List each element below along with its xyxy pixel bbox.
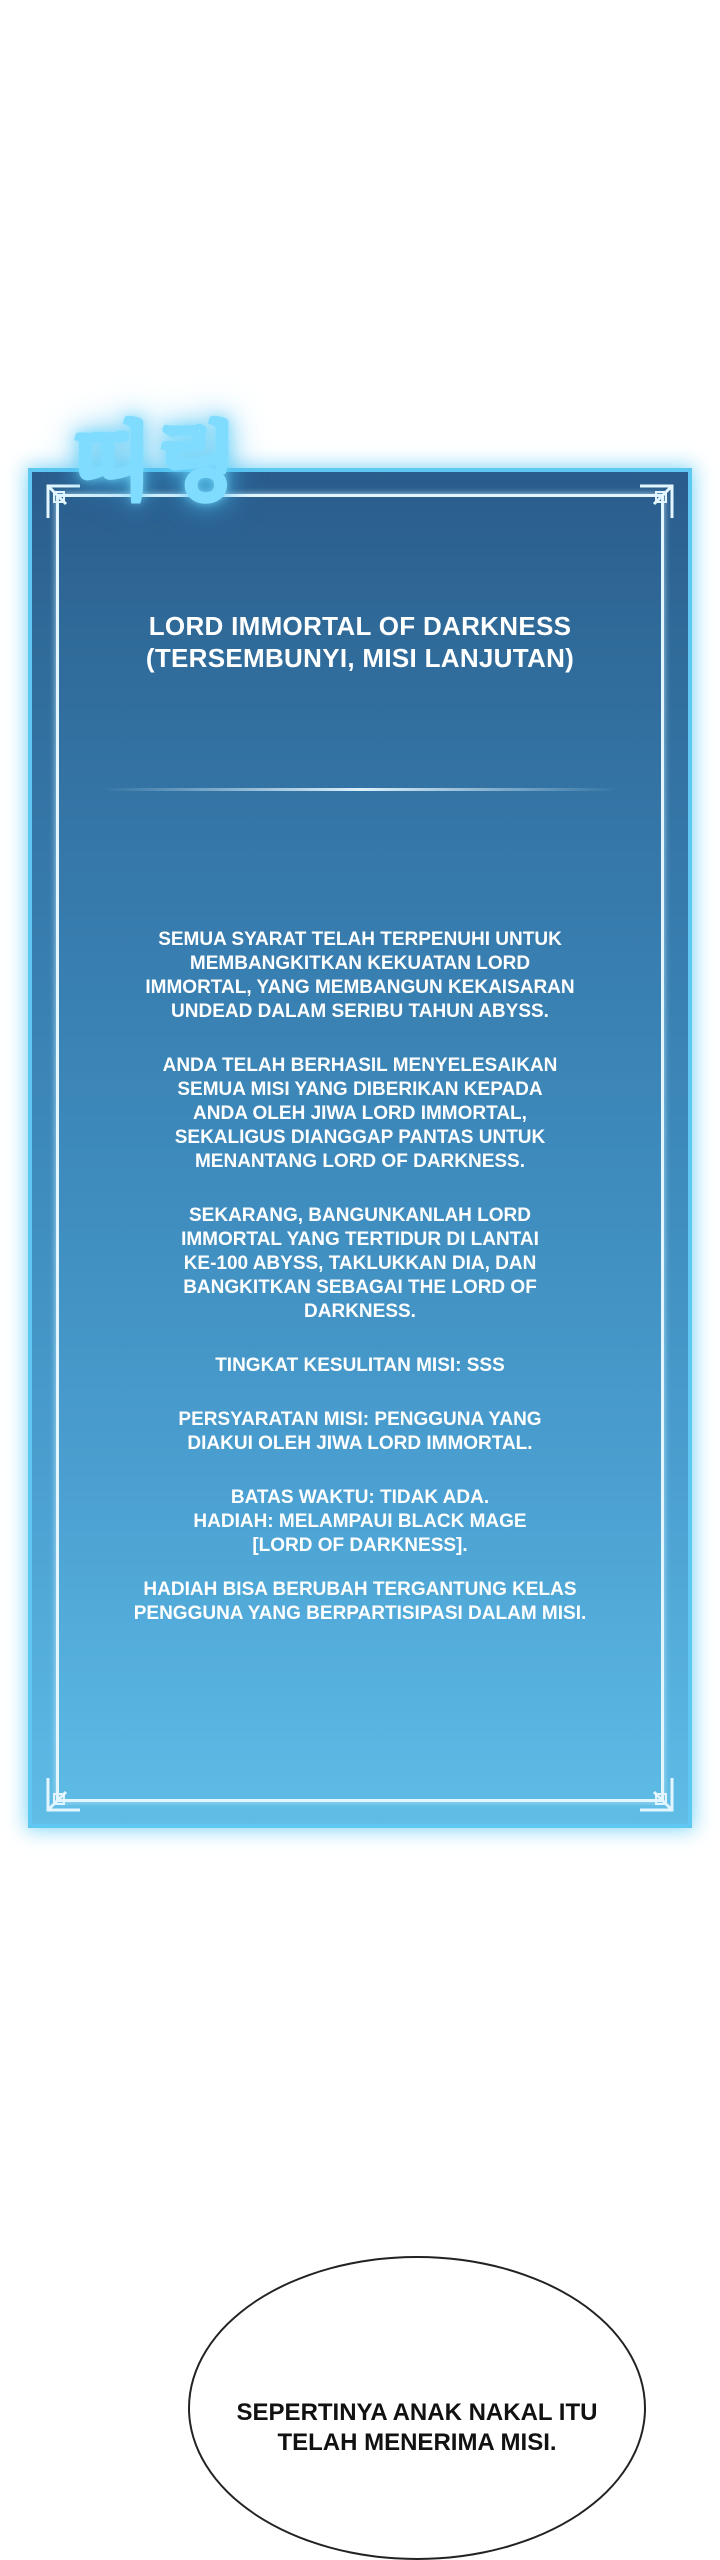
quest-line: BATAS WAKTU: TIDAK ADA. — [230, 1487, 490, 1508]
speech-line: TELAH MENERIMA MISI. — [277, 2429, 557, 2456]
quest-requirement — [92, 1408, 628, 1456]
quest-note — [92, 1578, 628, 1626]
quest-line: MEMBANGKITKAN KEKUATAN LORD — [189, 953, 531, 974]
quest-line: IMMORTAL YANG TERTIDUR DI LANTAI — [181, 1229, 539, 1250]
quest-line: MENANTANG LORD OF DARKNESS. — [194, 1151, 526, 1172]
frame-corner-ornament-icon — [636, 484, 674, 522]
quest-line: PENGGUNA YANG BERPARTISIPASI DALAM MISI. — [133, 1603, 587, 1624]
quest-line: HADIAH: MELAMPAUI BLACK MAGE — [193, 1511, 527, 1532]
quest-paragraph — [92, 928, 628, 1024]
quest-line: SEMUA MISI YANG DIBERIKAN KEPADA — [177, 1079, 543, 1100]
quest-line: PERSYARATAN MISI: PENGGUNA YANG — [178, 1409, 542, 1430]
quest-line: [LORD OF DARKNESS]. — [252, 1535, 468, 1556]
quest-line: TINGKAT KESULITAN MISI: SSS — [215, 1355, 505, 1376]
quest-title-line: (TERSEMBUNYI, MISI LANJUTAN) — [145, 643, 575, 673]
quest-title — [92, 610, 628, 674]
quest-title-line: LORD IMMORTAL OF DARKNESS — [148, 611, 572, 641]
quest-line: UNDEAD DALAM SERIBU TAHUN ABYSS. — [171, 1001, 549, 1022]
sound-effect-text: 띠링 — [72, 413, 243, 511]
quest-line: SEKALIGUS DIANGGAP PANTAS UNTUK — [174, 1127, 546, 1148]
quest-line: KE-100 ABYSS, TAKLUKKAN DIA, DAN — [183, 1253, 537, 1274]
quest-difficulty — [92, 1354, 628, 1378]
quest-paragraph — [92, 1204, 628, 1324]
quest-reward — [92, 1486, 628, 1558]
quest-line: BANGKITKAN SEBAGAI THE LORD OF — [183, 1277, 537, 1298]
title-divider — [102, 788, 618, 791]
quest-line: SEMUA SYARAT TELAH TERPENUHI UNTUK — [158, 929, 562, 950]
quest-line: IMMORTAL, YANG MEMBANGUN KEKAISARAN — [145, 977, 575, 998]
quest-window — [32, 472, 688, 1824]
quest-line: DARKNESS. — [304, 1301, 416, 1322]
quest-line: HADIAH BISA BERUBAH TERGANTUNG KELAS — [143, 1579, 577, 1600]
speech-line: SEPERTINYA ANAK NAKAL ITU — [236, 2399, 598, 2426]
quest-line: SEKARANG, BANGUNKANLAH LORD — [189, 1205, 531, 1226]
frame-corner-ornament-icon — [636, 1774, 674, 1812]
quest-paragraph — [92, 1054, 628, 1174]
speech-bubble — [188, 2256, 646, 2560]
quest-line: ANDA OLEH JIWA LORD IMMORTAL, — [193, 1103, 527, 1124]
quest-description — [92, 928, 628, 1646]
quest-line: DIAKUI OLEH JIWA LORD IMMORTAL. — [187, 1433, 533, 1454]
quest-line: ANDA TELAH BERHASIL MENYELESAIKAN — [162, 1055, 558, 1076]
frame-corner-ornament-icon — [46, 1774, 84, 1812]
speech-bubble-text — [190, 2398, 644, 2458]
